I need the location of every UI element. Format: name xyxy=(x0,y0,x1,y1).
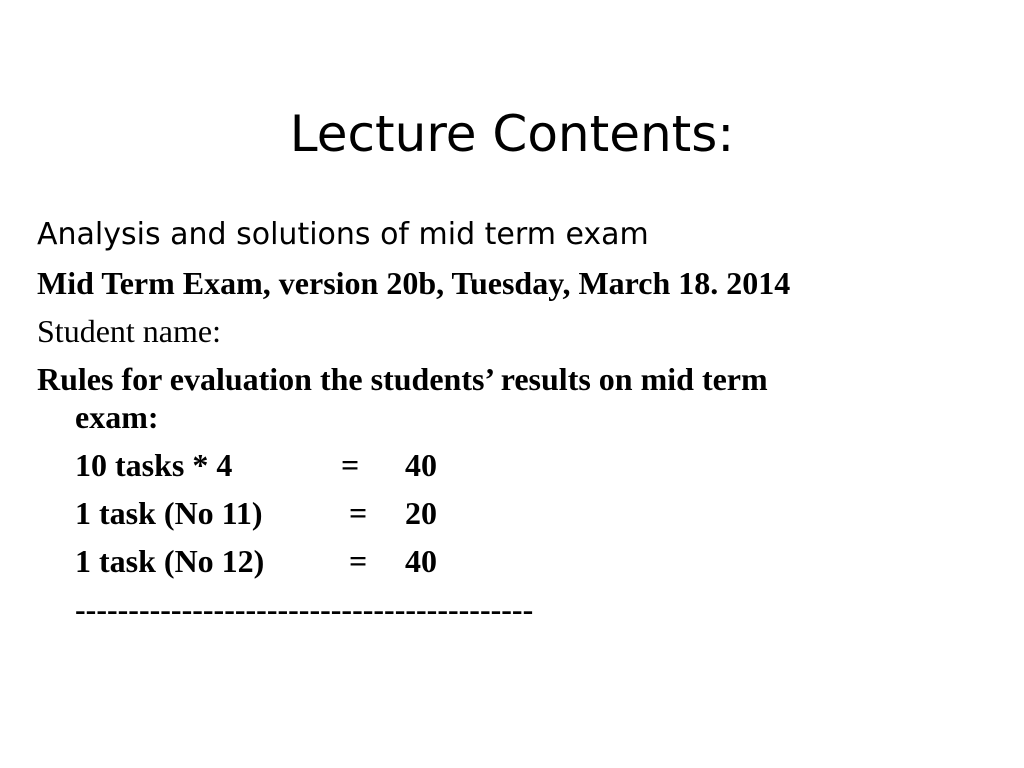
scoring-equals: = xyxy=(341,447,360,483)
slide-title: Lecture Contents: xyxy=(289,105,735,163)
scoring-equals: = xyxy=(349,543,368,579)
rules-heading-continuation: exam: xyxy=(75,399,159,435)
scoring-item: 1 task (No 12) xyxy=(75,543,265,579)
scoring-points: 40 xyxy=(405,543,437,579)
exam-info-line: Mid Term Exam, version 20b, Tuesday, March 18. 2014 xyxy=(37,265,791,301)
scoring-points: 40 xyxy=(405,447,437,483)
rules-heading: Rules for evaluation the students’ results on mid term xyxy=(37,361,768,397)
separator-line: ------------------------------------------- xyxy=(75,591,534,627)
student-name-label: Student name: xyxy=(37,313,221,349)
scoring-equals: = xyxy=(349,495,368,531)
scoring-points: 20 xyxy=(405,495,437,531)
scoring-item: 10 tasks * 4 xyxy=(75,447,233,483)
scoring-item: 1 task (No 11) xyxy=(75,495,263,531)
slide-subtitle: Analysis and solutions of mid term exam xyxy=(37,217,649,252)
